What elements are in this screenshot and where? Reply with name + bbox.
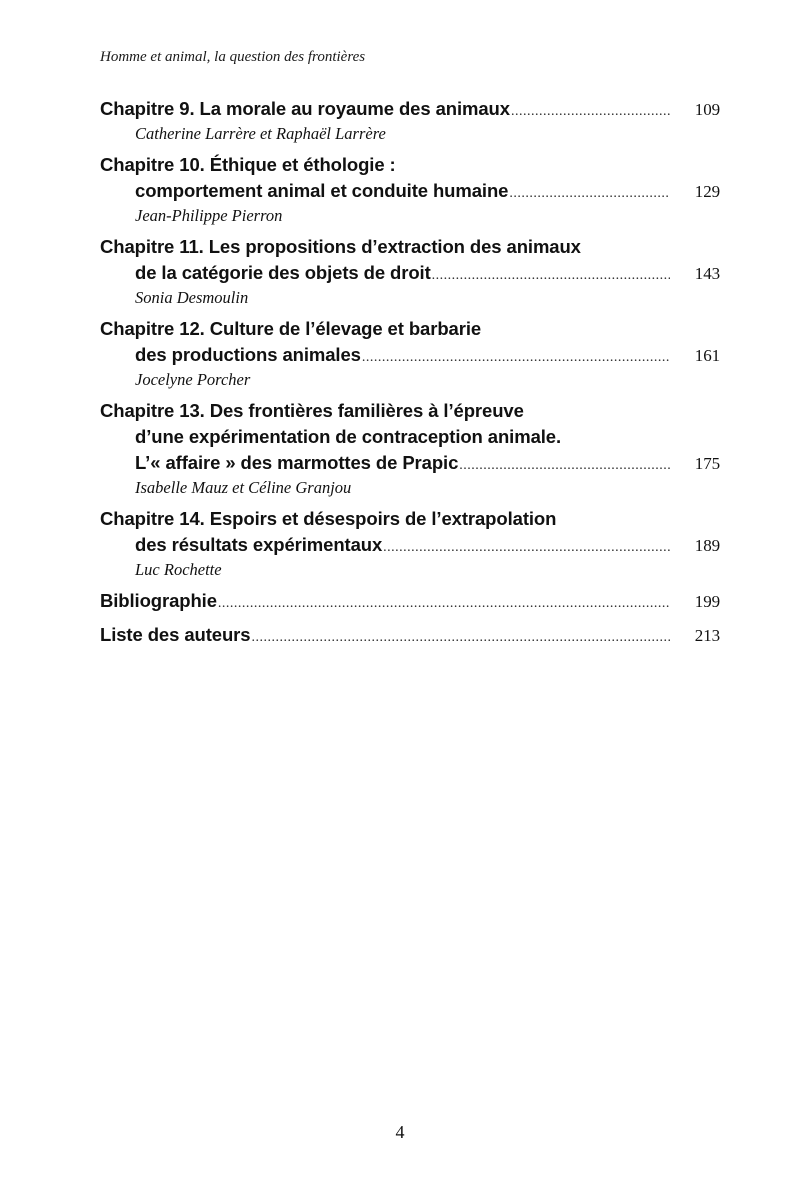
toc-title-text: comportement animal et conduite humaine [135, 180, 509, 201]
dot-leader [218, 591, 670, 614]
toc-title-text: des productions animales [135, 344, 361, 365]
toc-author: Catherine Larrère et Raphaël Larrère [135, 124, 386, 143]
page-number: 189 [694, 536, 720, 555]
toc-title-line [100, 96, 720, 122]
dot-leader [459, 453, 670, 476]
toc-title-line [100, 260, 720, 286]
dot-leader [511, 99, 670, 122]
toc-title-text: L’« affaire » des marmottes de Prapic [135, 452, 459, 473]
dot-leader [383, 535, 670, 558]
toc-title-line [100, 506, 720, 532]
toc-entry-chapter-11[interactable] [100, 234, 720, 310]
toc-title-text: de la catégorie des objets de droit [135, 262, 431, 283]
toc-author: Jocelyne Porcher [135, 370, 251, 389]
page-number: 109 [694, 100, 720, 119]
toc-title-line [100, 398, 720, 424]
toc-entry-bibliography[interactable] [100, 588, 720, 614]
dot-leader [362, 345, 670, 368]
toc-title-line [100, 450, 720, 476]
toc-entry-chapter-10[interactable] [100, 152, 720, 228]
table-of-contents [100, 96, 720, 656]
page-folio: 4 [395, 1122, 405, 1142]
toc-title-text: Chapitre 11. Les propositions d’extraction des animaux [100, 236, 581, 257]
toc-title-text: Chapitre 10. Éthique et éthologie : [100, 154, 396, 175]
toc-author: Sonia Desmoulin [135, 288, 249, 307]
dot-leader [432, 263, 670, 286]
toc-title-line [100, 316, 720, 342]
toc-title-text: Chapitre 14. Espoirs et désespoirs de l’extrapolation [100, 508, 557, 529]
toc-title-text: Liste des auteurs [100, 624, 251, 645]
toc-entry-chapter-12[interactable] [100, 316, 720, 392]
toc-title-line [100, 588, 720, 614]
page-number: 143 [694, 264, 720, 283]
toc-title-line [100, 532, 720, 558]
toc-title-text: des résultats expérimentaux [135, 534, 383, 555]
toc-title-line [100, 152, 720, 178]
dot-leader [509, 181, 670, 204]
toc-author: Jean-Philippe Pierron [135, 206, 283, 225]
toc-title-text: Chapitre 9. La morale au royaume des animaux [100, 98, 510, 119]
page-number: 213 [694, 626, 720, 645]
toc-title-text: Chapitre 12. Culture de l’élevage et barbarie [100, 318, 482, 339]
toc-entry-authors-list[interactable] [100, 622, 720, 648]
toc-entry-chapter-9[interactable] [100, 96, 720, 146]
toc-title-text: d’une expérimentation de contraception animale. [135, 426, 562, 447]
page-number: 129 [694, 182, 720, 201]
page-number: 161 [694, 346, 720, 365]
toc-author: Isabelle Mauz et Céline Granjou [135, 478, 352, 497]
toc-author: Luc Rochette [135, 560, 222, 579]
toc-title-line [100, 178, 720, 204]
dot-leader [251, 625, 670, 648]
toc-title-line [100, 424, 720, 450]
toc-title-text: Chapitre 13. Des frontières familières à l’épreuve [100, 400, 524, 421]
toc-title-text: Bibliographie [100, 590, 217, 611]
toc-entry-chapter-14[interactable] [100, 506, 720, 582]
running-head: Homme et animal, la question des frontières [100, 49, 366, 65]
toc-title-line [100, 342, 720, 368]
toc-title-line [100, 234, 720, 260]
page-number: 199 [694, 592, 720, 611]
toc-entry-chapter-13[interactable] [100, 398, 720, 500]
toc-title-line [100, 622, 720, 648]
page-number: 175 [694, 454, 720, 473]
